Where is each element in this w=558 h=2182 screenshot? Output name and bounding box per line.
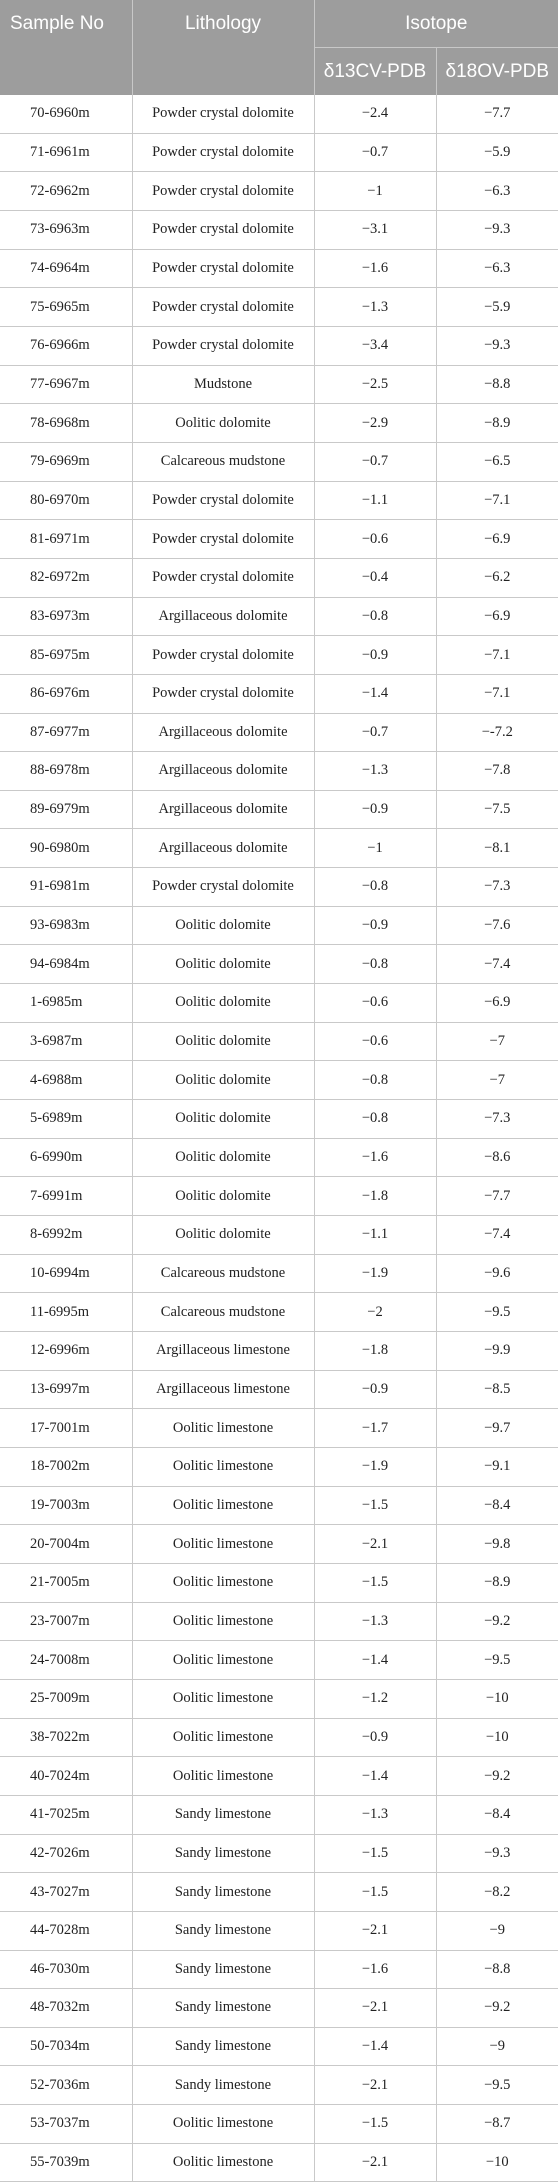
d18o-cell: −8.2	[436, 1873, 558, 1912]
d18o-cell: −8.5	[436, 1370, 558, 1409]
lithology-cell: Powder crystal dolomite	[132, 558, 314, 597]
table-row	[0, 1525, 558, 1564]
table-row	[0, 1563, 558, 1602]
lithology-cell: Sandy limestone	[132, 2027, 314, 2066]
d13c-cell: −0.6	[314, 984, 436, 1023]
lithology-cell: Oolitic dolomite	[132, 945, 314, 984]
d13c-cell: −1.6	[314, 1138, 436, 1177]
d13c-cell: −0.4	[314, 558, 436, 597]
d18o-cell: −7.5	[436, 790, 558, 829]
d18o-cell: −9.6	[436, 1254, 558, 1293]
d13c-cell: −1.4	[314, 1757, 436, 1796]
lithology-cell: Argillaceous dolomite	[132, 713, 314, 752]
lithology-cell: Oolitic limestone	[132, 1447, 314, 1486]
d18o-cell: −9	[436, 1911, 558, 1950]
sample-no-cell: 43-7027m	[0, 1873, 132, 1912]
table-row	[0, 2105, 558, 2144]
sample-no-cell: 21-7005m	[0, 1563, 132, 1602]
d18o-cell: −7.7	[436, 1177, 558, 1216]
lithology-cell: Argillaceous dolomite	[132, 752, 314, 791]
d18o-cell: −9.2	[436, 1757, 558, 1796]
sample-no-cell: 12-6996m	[0, 1332, 132, 1371]
header-row-sub	[0, 48, 558, 96]
table-row	[0, 1332, 558, 1371]
d13c-cell: −1.8	[314, 1177, 436, 1216]
d18o-cell: −9.5	[436, 1293, 558, 1332]
sample-no-cell: 80-6970m	[0, 481, 132, 520]
sample-no-cell: 7-6991m	[0, 1177, 132, 1216]
d18o-cell: −7.4	[436, 945, 558, 984]
table-row	[0, 906, 558, 945]
table-body	[0, 95, 558, 2182]
d13c-cell: −1.5	[314, 1873, 436, 1912]
d18o-cell: −9.5	[436, 1641, 558, 1680]
d13c-cell: −1	[314, 172, 436, 211]
d13c-cell: −1.5	[314, 1563, 436, 1602]
table-row	[0, 1911, 558, 1950]
sample-no-cell: 48-7032m	[0, 1989, 132, 2028]
sample-no-cell: 46-7030m	[0, 1950, 132, 1989]
table-row	[0, 1834, 558, 1873]
sample-no-cell: 73-6963m	[0, 210, 132, 249]
lithology-cell: Powder crystal dolomite	[132, 481, 314, 520]
table-row	[0, 1950, 558, 1989]
sample-no-cell: 24-7008m	[0, 1641, 132, 1680]
sample-no-cell: 87-6977m	[0, 713, 132, 752]
table-row	[0, 2027, 558, 2066]
d13c-cell: −1.1	[314, 1216, 436, 1255]
d18o-cell: −7.1	[436, 636, 558, 675]
d18o-cell: −9.3	[436, 326, 558, 365]
d13c-cell: −2.5	[314, 365, 436, 404]
lithology-cell: Argillaceous dolomite	[132, 829, 314, 868]
header-isotope: Isotope	[314, 0, 558, 48]
sample-no-cell: 23-7007m	[0, 1602, 132, 1641]
sample-no-cell: 50-7034m	[0, 2027, 132, 2066]
d18o-cell: −8.8	[436, 1950, 558, 1989]
d18o-cell: −9.3	[436, 1834, 558, 1873]
d13c-cell: −0.7	[314, 442, 436, 481]
lithology-cell: Oolitic limestone	[132, 2105, 314, 2144]
d18o-cell: −9.2	[436, 1989, 558, 2028]
lithology-cell: Powder crystal dolomite	[132, 868, 314, 907]
sample-no-cell: 76-6966m	[0, 326, 132, 365]
table-row	[0, 1795, 558, 1834]
sample-no-cell: 13-6997m	[0, 1370, 132, 1409]
table-row	[0, 1100, 558, 1139]
lithology-cell: Powder crystal dolomite	[132, 520, 314, 559]
d18o-cell: −-7.2	[436, 713, 558, 752]
d18o-cell: −7.4	[436, 1216, 558, 1255]
d18o-cell: −8.8	[436, 365, 558, 404]
d13c-cell: −1.3	[314, 1795, 436, 1834]
lithology-cell: Calcareous mudstone	[132, 1254, 314, 1293]
lithology-cell: Argillaceous limestone	[132, 1332, 314, 1371]
lithology-cell: Oolitic dolomite	[132, 1061, 314, 1100]
d18o-cell: −5.9	[436, 133, 558, 172]
sample-no-cell: 8-6992m	[0, 1216, 132, 1255]
lithology-cell: Sandy limestone	[132, 2066, 314, 2105]
header-d13c: δ13CV-PDB	[314, 48, 436, 96]
table-row	[0, 1022, 558, 1061]
d18o-cell: −9.1	[436, 1447, 558, 1486]
lithology-cell: Oolitic limestone	[132, 1641, 314, 1680]
d18o-cell: −9.8	[436, 1525, 558, 1564]
lithology-cell: Oolitic limestone	[132, 1563, 314, 1602]
d18o-cell: −8.1	[436, 829, 558, 868]
table-row	[0, 752, 558, 791]
d18o-cell: −10	[436, 1718, 558, 1757]
d13c-cell: −0.8	[314, 868, 436, 907]
sample-no-cell: 52-7036m	[0, 2066, 132, 2105]
lithology-cell: Powder crystal dolomite	[132, 95, 314, 133]
lithology-cell: Powder crystal dolomite	[132, 172, 314, 211]
d13c-cell: −1.8	[314, 1332, 436, 1371]
d13c-cell: −1.4	[314, 674, 436, 713]
sample-no-cell: 74-6964m	[0, 249, 132, 288]
d13c-cell: −0.8	[314, 597, 436, 636]
lithology-cell: Sandy limestone	[132, 1989, 314, 2028]
lithology-cell: Oolitic dolomite	[132, 404, 314, 443]
sample-no-cell: 5-6989m	[0, 1100, 132, 1139]
lithology-cell: Oolitic limestone	[132, 1718, 314, 1757]
d18o-cell: −8.4	[436, 1486, 558, 1525]
lithology-cell: Sandy limestone	[132, 1834, 314, 1873]
d13c-cell: −0.8	[314, 1061, 436, 1100]
lithology-cell: Powder crystal dolomite	[132, 210, 314, 249]
table-row	[0, 1602, 558, 1641]
table-row	[0, 1641, 558, 1680]
d18o-cell: −9.9	[436, 1332, 558, 1371]
lithology-cell: Sandy limestone	[132, 1873, 314, 1912]
sample-no-cell: 89-6979m	[0, 790, 132, 829]
d13c-cell: −1.2	[314, 1679, 436, 1718]
d13c-cell: −0.9	[314, 906, 436, 945]
lithology-cell: Powder crystal dolomite	[132, 674, 314, 713]
d13c-cell: −1.6	[314, 1950, 436, 1989]
sample-no-cell: 4-6988m	[0, 1061, 132, 1100]
sample-no-cell: 77-6967m	[0, 365, 132, 404]
d18o-cell: −5.9	[436, 288, 558, 327]
sample-no-cell: 83-6973m	[0, 597, 132, 636]
d13c-cell: −0.9	[314, 636, 436, 675]
table-row	[0, 1254, 558, 1293]
sample-no-cell: 72-6962m	[0, 172, 132, 211]
d18o-cell: −8.9	[436, 1563, 558, 1602]
d13c-cell: −1.4	[314, 2027, 436, 2066]
sample-no-cell: 42-7026m	[0, 1834, 132, 1873]
d13c-cell: −0.9	[314, 1718, 436, 1757]
table-row	[0, 210, 558, 249]
table-row	[0, 597, 558, 636]
lithology-cell: Sandy limestone	[132, 1950, 314, 1989]
d18o-cell: −9.2	[436, 1602, 558, 1641]
table-row	[0, 404, 558, 443]
d13c-cell: −1.5	[314, 1486, 436, 1525]
lithology-cell: Argillaceous limestone	[132, 1370, 314, 1409]
d13c-cell: −2.1	[314, 2143, 436, 2182]
d18o-cell: −8.9	[436, 404, 558, 443]
table-row	[0, 1679, 558, 1718]
header-sample-no: Sample No	[0, 0, 132, 48]
d13c-cell: −1.4	[314, 1641, 436, 1680]
d18o-cell: −7.3	[436, 1100, 558, 1139]
sample-no-cell: 38-7022m	[0, 1718, 132, 1757]
table-row	[0, 945, 558, 984]
sample-no-cell: 78-6968m	[0, 404, 132, 443]
d18o-cell: −7.1	[436, 674, 558, 713]
sample-no-cell: 91-6981m	[0, 868, 132, 907]
lithology-cell: Argillaceous dolomite	[132, 597, 314, 636]
d18o-cell: −6.5	[436, 442, 558, 481]
sample-no-cell: 79-6969m	[0, 442, 132, 481]
sample-no-cell: 93-6983m	[0, 906, 132, 945]
sample-no-cell: 88-6978m	[0, 752, 132, 791]
table-row	[0, 1486, 558, 1525]
d13c-cell: −1.3	[314, 288, 436, 327]
d18o-cell: −6.9	[436, 597, 558, 636]
table-row	[0, 2143, 558, 2182]
d13c-cell: −2.1	[314, 1525, 436, 1564]
lithology-cell: Sandy limestone	[132, 1795, 314, 1834]
d13c-cell: −3.1	[314, 210, 436, 249]
lithology-cell: Oolitic limestone	[132, 1757, 314, 1796]
lithology-cell: Oolitic dolomite	[132, 1100, 314, 1139]
d13c-cell: −0.8	[314, 945, 436, 984]
d13c-cell: −2.1	[314, 2066, 436, 2105]
lithology-cell: Oolitic dolomite	[132, 1138, 314, 1177]
lithology-cell: Sandy limestone	[132, 1911, 314, 1950]
table-row	[0, 790, 558, 829]
sample-no-cell: 71-6961m	[0, 133, 132, 172]
d18o-cell: −8.7	[436, 2105, 558, 2144]
table-header	[0, 0, 558, 95]
lithology-cell: Oolitic limestone	[132, 1679, 314, 1718]
table-row	[0, 1873, 558, 1912]
sample-no-cell: 41-7025m	[0, 1795, 132, 1834]
lithology-cell: Powder crystal dolomite	[132, 636, 314, 675]
sample-no-cell: 20-7004m	[0, 1525, 132, 1564]
table-row	[0, 1989, 558, 2028]
d18o-cell: −10	[436, 2143, 558, 2182]
table-row	[0, 1757, 558, 1796]
d13c-cell: −0.7	[314, 133, 436, 172]
d13c-cell: −0.9	[314, 1370, 436, 1409]
sample-no-cell: 6-6990m	[0, 1138, 132, 1177]
header-lithology: Lithology	[132, 0, 314, 48]
d13c-cell: −0.9	[314, 790, 436, 829]
sample-no-cell: 82-6972m	[0, 558, 132, 597]
sample-no-cell: 70-6960m	[0, 95, 132, 133]
lithology-cell: Calcareous mudstone	[132, 442, 314, 481]
sample-no-cell: 18-7002m	[0, 1447, 132, 1486]
lithology-cell: Oolitic dolomite	[132, 906, 314, 945]
sample-no-cell: 94-6984m	[0, 945, 132, 984]
table-row	[0, 674, 558, 713]
d13c-cell: −1.5	[314, 2105, 436, 2144]
table-row	[0, 1293, 558, 1332]
sample-no-cell: 3-6987m	[0, 1022, 132, 1061]
d18o-cell: −8.4	[436, 1795, 558, 1834]
table-row	[0, 326, 558, 365]
d13c-cell: −1.1	[314, 481, 436, 520]
table-row	[0, 133, 558, 172]
lithology-cell: Oolitic limestone	[132, 1409, 314, 1448]
sample-no-cell: 17-7001m	[0, 1409, 132, 1448]
d13c-cell: −3.4	[314, 326, 436, 365]
d18o-cell: −7.3	[436, 868, 558, 907]
sample-no-cell: 40-7024m	[0, 1757, 132, 1796]
header-d18o: δ18OV-PDB	[436, 48, 558, 96]
d18o-cell: −7.1	[436, 481, 558, 520]
table-row	[0, 1447, 558, 1486]
d13c-cell: −2.1	[314, 1989, 436, 2028]
d13c-cell: −0.7	[314, 713, 436, 752]
d18o-cell: −6.2	[436, 558, 558, 597]
d13c-cell: −0.6	[314, 520, 436, 559]
table-row	[0, 1718, 558, 1757]
table-row	[0, 172, 558, 211]
d13c-cell: −1.3	[314, 752, 436, 791]
table-row	[0, 1370, 558, 1409]
table-row	[0, 95, 558, 133]
d13c-cell: −0.6	[314, 1022, 436, 1061]
d18o-cell: −6.9	[436, 520, 558, 559]
d18o-cell: −8.6	[436, 1138, 558, 1177]
sample-no-cell: 10-6994m	[0, 1254, 132, 1293]
d13c-cell: −1.9	[314, 1447, 436, 1486]
lithology-cell: Powder crystal dolomite	[132, 288, 314, 327]
table-row	[0, 249, 558, 288]
d18o-cell: −6.3	[436, 249, 558, 288]
lithology-cell: Oolitic limestone	[132, 1486, 314, 1525]
sample-no-cell: 44-7028m	[0, 1911, 132, 1950]
d13c-cell: −2.9	[314, 404, 436, 443]
d13c-cell: −1.9	[314, 1254, 436, 1293]
d18o-cell: −9.3	[436, 210, 558, 249]
table-row	[0, 868, 558, 907]
table-row	[0, 1138, 558, 1177]
lithology-cell: Oolitic limestone	[132, 2143, 314, 2182]
d13c-cell: −1.5	[314, 1834, 436, 1873]
sample-no-cell: 25-7009m	[0, 1679, 132, 1718]
d18o-cell: −6.3	[436, 172, 558, 211]
table-row	[0, 288, 558, 327]
d18o-cell: −10	[436, 1679, 558, 1718]
table-row	[0, 1061, 558, 1100]
d18o-cell: −7.8	[436, 752, 558, 791]
sample-no-cell: 81-6971m	[0, 520, 132, 559]
table-row	[0, 520, 558, 559]
table-row	[0, 984, 558, 1023]
lithology-cell: Oolitic dolomite	[132, 1022, 314, 1061]
d18o-cell: −7	[436, 1061, 558, 1100]
table-row	[0, 558, 558, 597]
lithology-cell: Powder crystal dolomite	[132, 133, 314, 172]
sample-no-cell: 90-6980m	[0, 829, 132, 868]
table-row	[0, 2066, 558, 2105]
lithology-cell: Powder crystal dolomite	[132, 249, 314, 288]
d18o-cell: −9.5	[436, 2066, 558, 2105]
d18o-cell: −7.6	[436, 906, 558, 945]
sample-no-cell: 1-6985m	[0, 984, 132, 1023]
d13c-cell: −1.6	[314, 249, 436, 288]
sample-no-cell: 75-6965m	[0, 288, 132, 327]
d18o-cell: −9	[436, 2027, 558, 2066]
table-row	[0, 636, 558, 675]
d13c-cell: −1.7	[314, 1409, 436, 1448]
sample-no-cell: 55-7039m	[0, 2143, 132, 2182]
lithology-cell: Oolitic dolomite	[132, 984, 314, 1023]
lithology-cell: Oolitic limestone	[132, 1525, 314, 1564]
sample-no-cell: 53-7037m	[0, 2105, 132, 2144]
table-row	[0, 1216, 558, 1255]
sample-no-cell: 86-6976m	[0, 674, 132, 713]
lithology-cell: Oolitic dolomite	[132, 1216, 314, 1255]
table-row	[0, 829, 558, 868]
lithology-cell: Mudstone	[132, 365, 314, 404]
table-row	[0, 1409, 558, 1448]
header-lithology-blank	[132, 48, 314, 96]
sample-no-cell: 19-7003m	[0, 1486, 132, 1525]
d18o-cell: −6.9	[436, 984, 558, 1023]
d13c-cell: −1	[314, 829, 436, 868]
table-row	[0, 1177, 558, 1216]
d13c-cell: −2.1	[314, 1911, 436, 1950]
lithology-cell: Powder crystal dolomite	[132, 326, 314, 365]
table-row	[0, 481, 558, 520]
d13c-cell: −2.4	[314, 95, 436, 133]
lithology-cell: Argillaceous dolomite	[132, 790, 314, 829]
table-row	[0, 442, 558, 481]
d13c-cell: −0.8	[314, 1100, 436, 1139]
header-row-top	[0, 0, 558, 48]
table-row	[0, 365, 558, 404]
header-sample-no-blank	[0, 48, 132, 96]
d18o-cell: −9.7	[436, 1409, 558, 1448]
lithology-cell: Calcareous mudstone	[132, 1293, 314, 1332]
sample-no-cell: 11-6995m	[0, 1293, 132, 1332]
table-row	[0, 713, 558, 752]
lithology-cell: Oolitic dolomite	[132, 1177, 314, 1216]
d13c-cell: −1.3	[314, 1602, 436, 1641]
d18o-cell: −7	[436, 1022, 558, 1061]
d13c-cell: −2	[314, 1293, 436, 1332]
lithology-cell: Oolitic limestone	[132, 1602, 314, 1641]
sample-no-cell: 85-6975m	[0, 636, 132, 675]
d18o-cell: −7.7	[436, 95, 558, 133]
